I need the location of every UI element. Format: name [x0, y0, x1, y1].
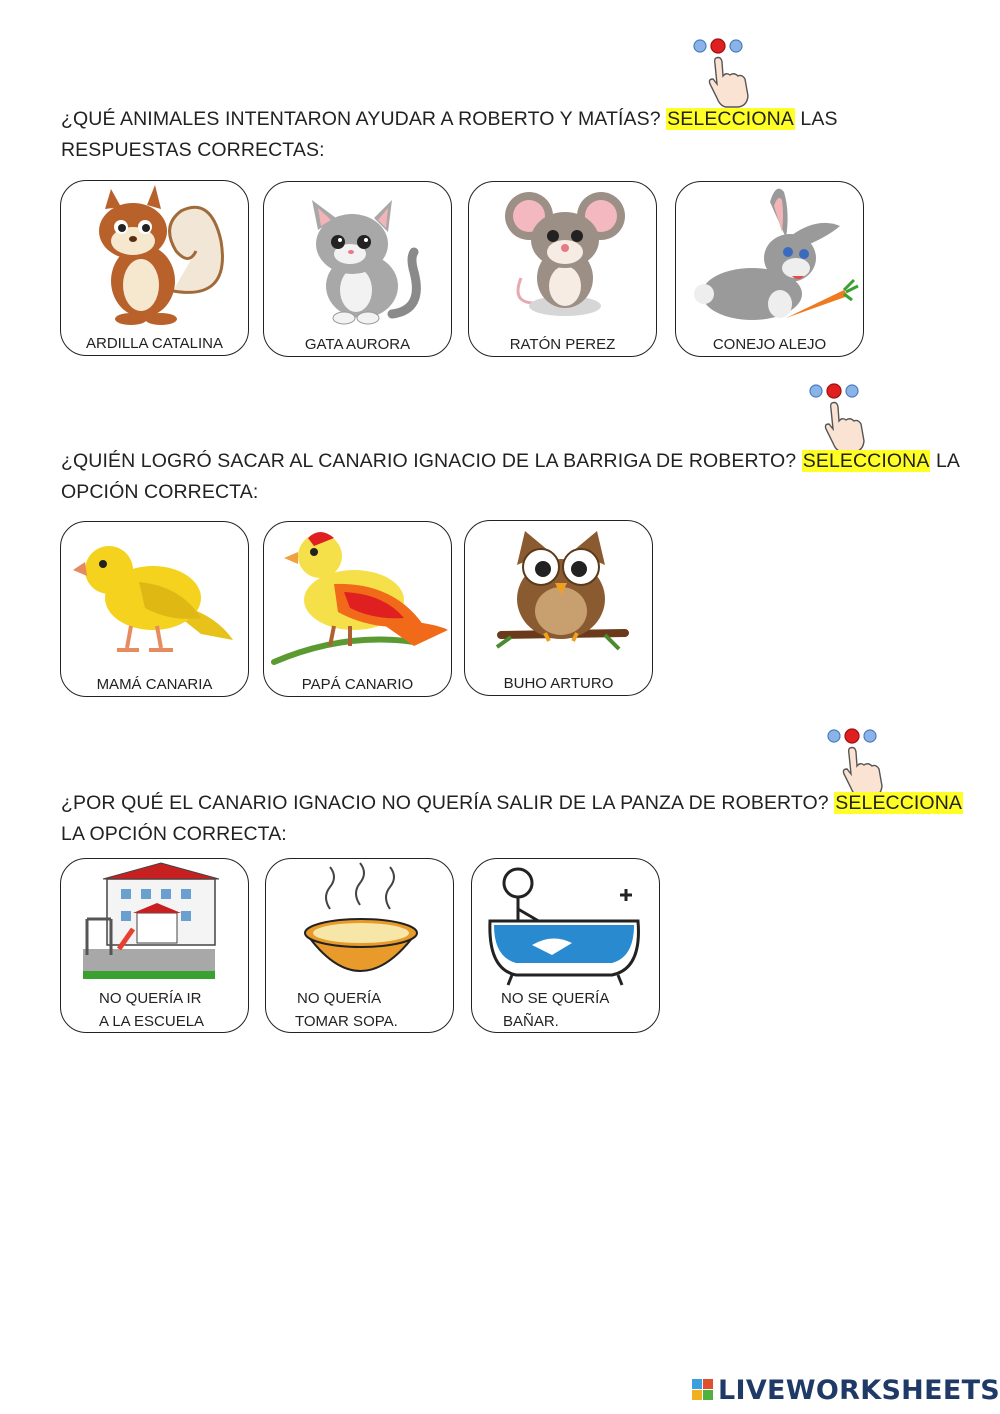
option-card-rabbit[interactable]	[675, 181, 864, 357]
question-1-line2: RESPUESTAS CORRECTAS:	[61, 139, 325, 161]
question-2-text: ¿QUIÉN LOGRÓ SACAR AL CANARIO IGNACIO DE LA BARRIGA DE ROBERTO?	[61, 450, 802, 472]
option-label: ARDILLA CATALINA	[86, 335, 223, 352]
option-card-sopa[interactable]	[265, 858, 454, 1033]
question-1-text: ¿QUÉ ANIMALES INTENTARON AYUDAR A ROBERTO Y MATÍAS?	[61, 108, 667, 130]
canary-icon	[61, 522, 249, 672]
question-3-line2: LA OPCIÓN CORRECTA:	[61, 823, 287, 845]
liveworksheets-logo	[692, 1373, 1000, 1407]
option-label-line1: NO QUERÍA IR	[99, 990, 202, 1007]
option-label: MAMÁ CANARIA	[96, 676, 213, 693]
option-label-line2: A LA ESCUELA	[99, 1013, 205, 1030]
option-label: PAPÁ CANARIO	[301, 676, 414, 693]
bird-icon	[264, 522, 452, 672]
owl-icon	[465, 521, 653, 671]
option-card-escuela[interactable]	[60, 858, 249, 1033]
soup-icon	[266, 859, 454, 989]
question-1: ¿QUÉ ANIMALES INTENTARON AYUDAR A ROBERTO Y MATÍAS? SELECCIONA LAS RESPUESTAS CORRECTAS:	[61, 108, 838, 161]
bathtub-icon	[472, 859, 660, 989]
option-label: CONEJO ALEJO	[712, 336, 827, 353]
select-highlight: SELECCIONA	[667, 108, 794, 130]
option-label-line2: BAÑAR.	[503, 1013, 559, 1030]
select-highlight: SELECCIONA	[802, 450, 930, 472]
option-label-line1: NO SE QUERÍA	[501, 990, 610, 1007]
touch-select-icon	[806, 381, 868, 453]
live-badge-icon	[692, 1379, 714, 1401]
select-highlight: SELECCIONA	[835, 792, 962, 814]
option-label: RATÓN PEREZ	[509, 336, 616, 353]
question-3-text: ¿POR QUÉ EL CANARIO IGNACIO NO QUERÍA SALIR DE LA PANZA DE ROBERTO?	[61, 792, 835, 814]
option-label-line1: NO QUERÍA	[297, 990, 382, 1007]
option-card-mouse[interactable]	[468, 181, 657, 357]
question-2-line2: OPCIÓN CORRECTA:	[61, 481, 259, 503]
option-label-line2: TOMAR SOPA.	[295, 1013, 398, 1030]
option-label: BUHO ARTURO	[503, 675, 614, 692]
mouse-icon	[469, 182, 657, 332]
question-2: ¿QUIÉN LOGRÓ SACAR AL CANARIO IGNACIO DE LA BARRIGA DE ROBERTO? SELECCIONA LA OPCIÓN CORRECTA:	[61, 450, 961, 503]
logo-text: LIVEWORKSHEETS	[718, 1374, 1000, 1406]
touch-select-icon	[690, 36, 752, 108]
option-card-papa-canario[interactable]	[263, 521, 452, 697]
option-card-squirrel[interactable]	[60, 180, 249, 356]
option-label: GATA AURORA	[304, 336, 411, 353]
option-card-banar[interactable]	[471, 858, 660, 1033]
cat-icon	[264, 182, 452, 332]
rabbit-icon	[676, 182, 864, 332]
option-card-cat[interactable]	[263, 181, 452, 357]
option-card-mama-canaria[interactable]	[60, 521, 249, 697]
option-card-buho[interactable]	[464, 520, 653, 696]
question-3	[61, 788, 963, 850]
school-icon	[61, 859, 249, 989]
squirrel-icon	[61, 181, 249, 331]
